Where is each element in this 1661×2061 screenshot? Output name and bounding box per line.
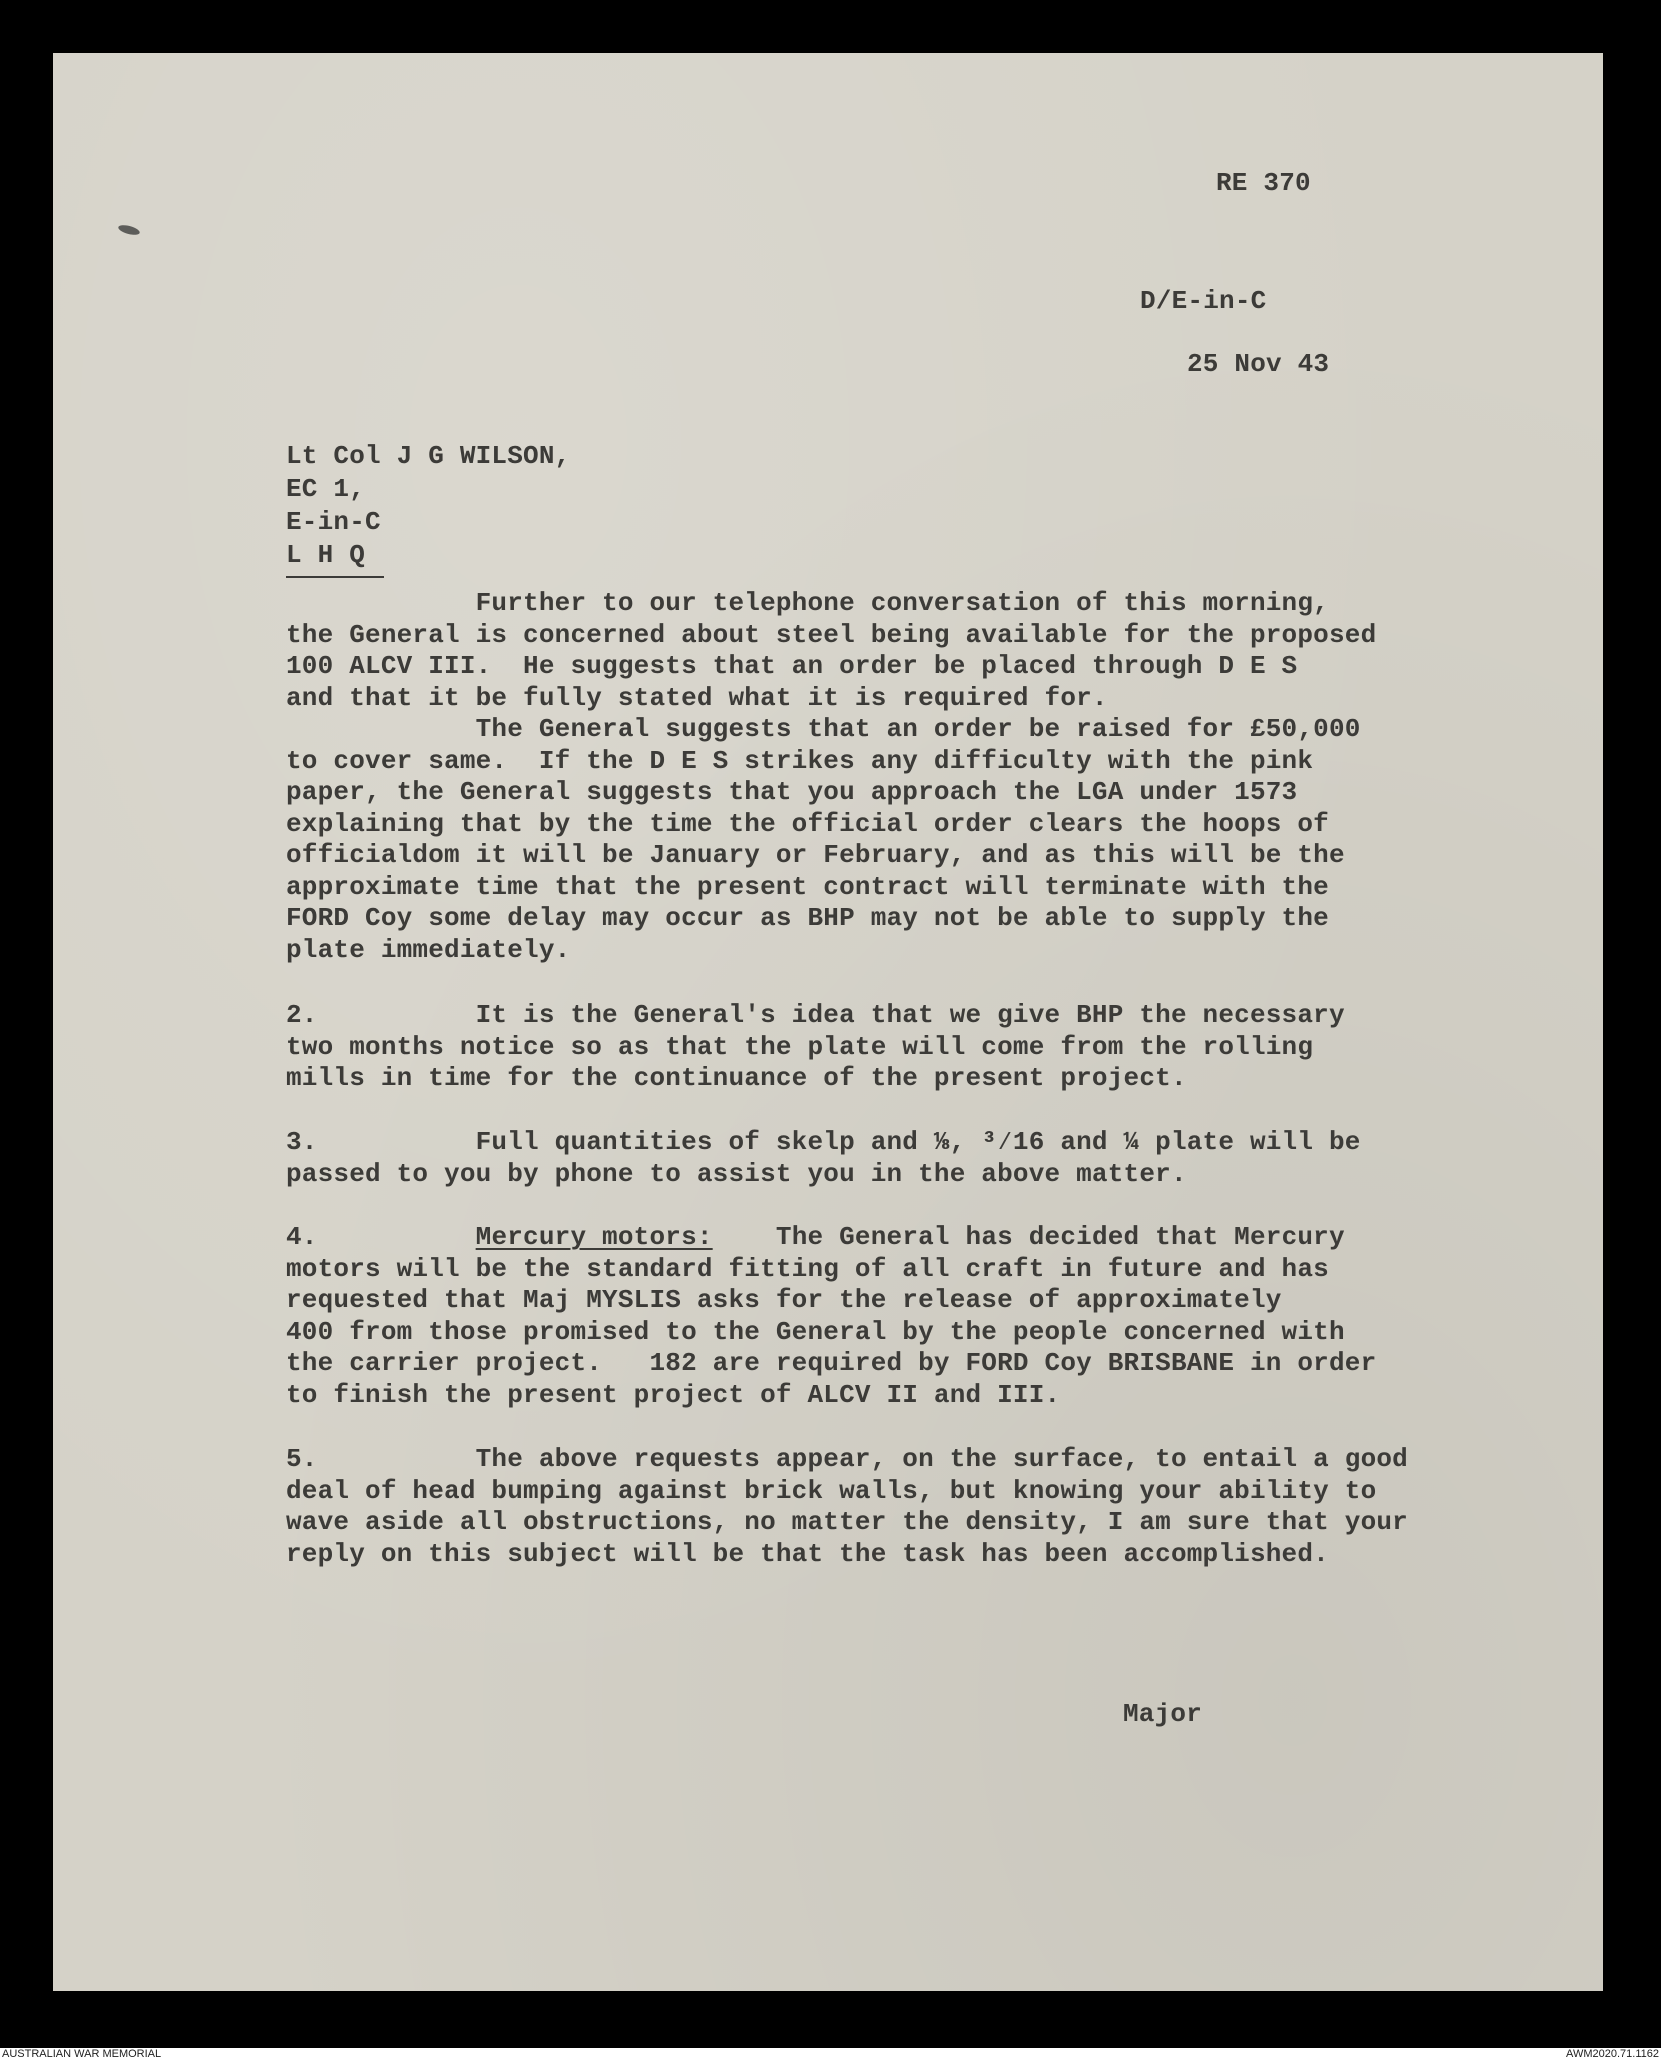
text-line: mills in time for the continuance of the present project. <box>286 1063 1187 1093</box>
addressee-block <box>286 440 570 572</box>
paragraph-5 <box>286 1444 1408 1570</box>
paragraph-2 <box>286 1000 1345 1095</box>
address-line: EC 1, <box>286 474 366 504</box>
text-line: 3. Full quantities of skelp and ⅛, ³⁄16 and ¼ plate will be <box>286 1127 1361 1157</box>
reference-number: RE 370 <box>1216 168 1311 198</box>
text-line: 400 from those promised to the General by the people concerned with <box>286 1316 1345 1347</box>
paragraph-1 <box>286 588 1376 966</box>
text-line: two months notice so as that the plate will come from the rolling <box>286 1031 1314 1062</box>
paragraph-heading: Mercury motors: <box>475 1222 713 1252</box>
text-line: FORD Coy some delay may occur as BHP may not be able to supply the <box>286 903 1329 933</box>
footer-accession-number: AWM2020.71.1162 <box>1566 2048 1659 2060</box>
heading-continuation: The General has decided that Mercury <box>712 1222 1345 1252</box>
text-line: 2. It is the General's idea that we give BHP the necessary <box>286 1000 1345 1030</box>
text-line: explaining that by the time the official order clears the hoops of <box>286 808 1329 839</box>
text-line: reply on this subject will be that the task has been accomplished. <box>286 1538 1329 1569</box>
text-line: motors will be the standard fitting of all craft in future and has <box>286 1253 1329 1284</box>
from-office: D/E-in-C <box>1140 286 1267 316</box>
address-divider <box>286 576 384 578</box>
letter-date: 25 Nov 43 <box>1187 349 1330 379</box>
text-line: the General is concerned about steel being available for the proposed <box>286 619 1377 650</box>
text-line: plate immediately. <box>286 934 571 965</box>
text-line: requested that Maj MYSLIS asks for the release of approximately <box>286 1285 1282 1315</box>
text-line: 100 ALCV III. He suggests that an order be placed through D E S <box>286 651 1298 681</box>
footer-institution: AUSTRALIAN WAR MEMORIAL <box>2 2048 162 2060</box>
text-line: to finish the present project of ALCV II and III. <box>286 1379 1061 1410</box>
paragraph-4 <box>286 1222 1376 1411</box>
archive-footer <box>0 2048 1661 2061</box>
text-line: officialdom it will be January or February, and as this will be the <box>286 840 1345 870</box>
text-line: 5. The above requests appear, on the surface, to entail a good <box>286 1444 1408 1474</box>
text-line: passed to you by phone to assist you in the above matter. <box>286 1158 1187 1189</box>
text-line <box>286 1222 1376 1254</box>
text-line: the carrier project. 182 are required by FORD Coy BRISBANE in order <box>286 1348 1377 1378</box>
paragraph-number: 4. <box>286 1222 318 1252</box>
address-line: E-in-C <box>286 507 381 537</box>
text-line: deal of head bumping against brick walls, but knowing your ability to <box>286 1475 1377 1506</box>
signature-rank: Major <box>1123 1699 1203 1729</box>
text-line: approximate time that the present contract will terminate with the <box>286 871 1329 902</box>
paragraph-3 <box>286 1127 1361 1190</box>
text-line: to cover same. If the D E S strikes any difficulty with the pink <box>286 745 1314 776</box>
text-line: and that it be fully stated what it is required for. <box>286 682 1108 713</box>
address-line: L H Q <box>286 540 366 570</box>
address-line: Lt Col J G WILSON, <box>286 441 571 471</box>
text-line: paper, the General suggests that you approach the LGA under 1573 <box>286 777 1298 807</box>
text-line: The General suggests that an order be raised for £50,000 <box>286 714 1361 744</box>
text-line: wave aside all obstructions, no matter the density, I am sure that your <box>286 1507 1408 1537</box>
text-line: Further to our telephone conversation of this morning, <box>286 588 1329 618</box>
